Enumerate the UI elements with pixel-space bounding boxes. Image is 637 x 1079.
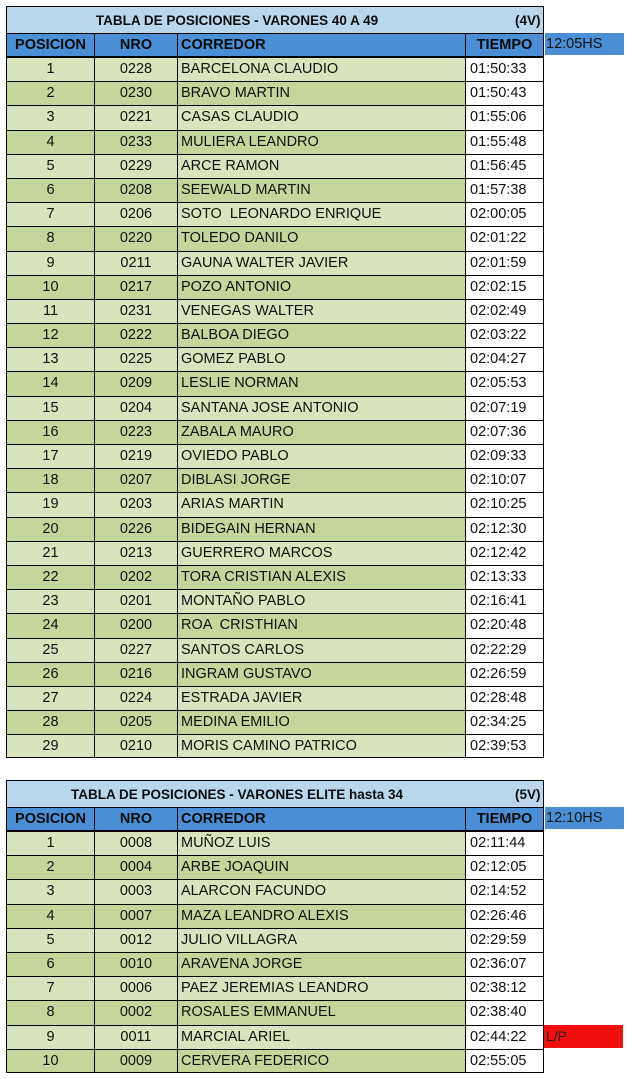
cell-tiempo: 02:38:12 (465, 976, 544, 1000)
table-row (0, 855, 637, 879)
cell-tiempo: 02:12:30 (465, 517, 544, 541)
status-note: L/P (544, 1025, 623, 1048)
cell-nro: 0011 (94, 1025, 177, 1049)
cell-posicion: 16 (6, 420, 94, 444)
table-row (0, 831, 637, 855)
cell-corredor: CASAS CLAUDIO (177, 105, 465, 129)
cell-tiempo: 02:09:33 (465, 444, 544, 468)
table-row (0, 879, 637, 903)
cell-tiempo: 02:01:59 (465, 251, 544, 275)
cell-corredor: MORIS CAMINO PATRICO (177, 734, 465, 758)
table-row (0, 323, 637, 347)
table-row (0, 734, 637, 758)
cell-corredor: CERVERA FEDERICO (177, 1049, 465, 1073)
table-row (0, 904, 637, 928)
cell-nro: 0002 (94, 1000, 177, 1024)
table-title (6, 780, 544, 807)
header-tiempo: TIEMPO (465, 807, 544, 831)
cell-nro: 0213 (94, 541, 177, 565)
cell-nro: 0217 (94, 275, 177, 299)
cell-posicion: 2 (6, 855, 94, 879)
cell-corredor: ARCE RAMON (177, 154, 465, 178)
cell-tiempo: 02:07:36 (465, 420, 544, 444)
cell-nro: 0229 (94, 154, 177, 178)
cell-posicion: 7 (6, 202, 94, 226)
cell-tiempo: 01:57:38 (465, 178, 544, 202)
table-row (0, 226, 637, 250)
cell-nro: 0003 (94, 879, 177, 903)
table-row (0, 1000, 637, 1024)
cell-corredor: ZABALA MAURO (177, 420, 465, 444)
cell-tiempo: 02:16:41 (465, 589, 544, 613)
table-title-row (0, 6, 637, 33)
cell-corredor: MUÑOZ LUIS (177, 831, 465, 855)
cell-posicion: 3 (6, 879, 94, 903)
table-row (0, 952, 637, 976)
cell-tiempo: 02:10:25 (465, 492, 544, 516)
cell-corredor: TORA CRISTIAN ALEXIS (177, 565, 465, 589)
cell-posicion: 20 (6, 517, 94, 541)
table-row (0, 81, 637, 105)
table-row (0, 347, 637, 371)
table-row (0, 928, 637, 952)
cell-posicion: 27 (6, 686, 94, 710)
cell-nro: 0201 (94, 589, 177, 613)
cell-posicion: 9 (6, 251, 94, 275)
cell-nro: 0008 (94, 831, 177, 855)
cell-nro: 0004 (94, 855, 177, 879)
table-title (6, 6, 544, 33)
results-table-40-49 (0, 6, 637, 758)
table-row (0, 541, 637, 565)
cell-nro: 0210 (94, 734, 177, 758)
table-row (0, 105, 637, 129)
cell-corredor: MARCIAL ARIEL (177, 1025, 465, 1049)
cell-posicion: 22 (6, 565, 94, 589)
cell-nro: 0216 (94, 662, 177, 686)
cell-posicion: 10 (6, 1049, 94, 1073)
cell-corredor: MULIERA LEANDRO (177, 130, 465, 154)
cell-corredor: ESTRADA JAVIER (177, 686, 465, 710)
cell-posicion: 6 (6, 952, 94, 976)
cell-nro: 0200 (94, 613, 177, 637)
cell-tiempo: 02:03:22 (465, 323, 544, 347)
cell-nro: 0206 (94, 202, 177, 226)
cell-corredor: PAEZ JEREMIAS LEANDRO (177, 976, 465, 1000)
cell-nro: 0006 (94, 976, 177, 1000)
cell-corredor: SEEWALD MARTIN (177, 178, 465, 202)
cell-nro: 0202 (94, 565, 177, 589)
cell-tiempo: 02:26:59 (465, 662, 544, 686)
cell-corredor: ARIAS MARTIN (177, 492, 465, 516)
cell-posicion: 13 (6, 347, 94, 371)
table-row (0, 589, 637, 613)
cell-tiempo: 02:22:29 (465, 638, 544, 662)
table-row (0, 976, 637, 1000)
cell-nro: 0211 (94, 251, 177, 275)
header-nro: NRO (94, 33, 177, 57)
cell-nro: 0225 (94, 347, 177, 371)
header-row (0, 807, 637, 831)
cell-nro: 0010 (94, 952, 177, 976)
cell-posicion: 9 (6, 1025, 94, 1049)
table-row (0, 251, 637, 275)
cell-corredor: BALBOA DIEGO (177, 323, 465, 347)
category-code: (5V) (515, 787, 541, 802)
table-row (0, 1049, 637, 1073)
cell-nro: 0226 (94, 517, 177, 541)
cell-tiempo: 02:29:59 (465, 928, 544, 952)
table-row (0, 468, 637, 492)
header-tiempo: TIEMPO (465, 33, 544, 57)
cell-tiempo: 02:13:33 (465, 565, 544, 589)
cell-nro: 0204 (94, 396, 177, 420)
cell-corredor: VENEGAS WALTER (177, 299, 465, 323)
cell-tiempo: 02:02:49 (465, 299, 544, 323)
cell-nro: 0219 (94, 444, 177, 468)
cell-nro: 0227 (94, 638, 177, 662)
table-row (0, 565, 637, 589)
header-posicion: POSICION (6, 807, 94, 831)
table-row (0, 492, 637, 516)
cell-posicion: 23 (6, 589, 94, 613)
cell-posicion: 14 (6, 371, 94, 395)
cell-posicion: 5 (6, 154, 94, 178)
table-row (0, 371, 637, 395)
cell-tiempo: 02:00:05 (465, 202, 544, 226)
cell-tiempo: 02:39:53 (465, 734, 544, 758)
cell-corredor: INGRAM GUSTAVO (177, 662, 465, 686)
cell-posicion: 6 (6, 178, 94, 202)
cell-tiempo: 02:44:22 (465, 1025, 544, 1049)
cell-nro: 0223 (94, 420, 177, 444)
cell-tiempo: 02:28:48 (465, 686, 544, 710)
table-title-row (0, 780, 637, 807)
cell-tiempo: 02:11:44 (465, 831, 544, 855)
cell-nro: 0222 (94, 323, 177, 347)
cell-posicion: 7 (6, 976, 94, 1000)
cell-posicion: 12 (6, 323, 94, 347)
cell-posicion: 18 (6, 468, 94, 492)
table-row (0, 517, 637, 541)
cell-corredor: MAZA LEANDRO ALEXIS (177, 904, 465, 928)
cell-nro: 0009 (94, 1049, 177, 1073)
cell-corredor: ARBE JOAQUIN (177, 855, 465, 879)
cell-tiempo: 01:50:33 (465, 57, 544, 81)
cell-tiempo: 01:55:06 (465, 105, 544, 129)
header-corredor: CORREDOR (177, 33, 465, 57)
results-table-elite (0, 780, 637, 1073)
table-row (0, 710, 637, 734)
cell-posicion: 15 (6, 396, 94, 420)
cell-corredor: GOMEZ PABLO (177, 347, 465, 371)
table-row (0, 396, 637, 420)
cell-posicion: 8 (6, 1000, 94, 1024)
cell-posicion: 10 (6, 275, 94, 299)
cell-posicion: 19 (6, 492, 94, 516)
table-row (0, 638, 637, 662)
cell-corredor: ROSALES EMMANUEL (177, 1000, 465, 1024)
start-time-label: 12:10HS (545, 807, 624, 829)
cell-posicion: 4 (6, 130, 94, 154)
cell-posicion: 1 (6, 831, 94, 855)
cell-corredor: LESLIE NORMAN (177, 371, 465, 395)
header-nro: NRO (94, 807, 177, 831)
cell-nro: 0203 (94, 492, 177, 516)
cell-corredor: BARCELONA CLAUDIO (177, 57, 465, 81)
cell-corredor: SOTO LEONARDO ENRIQUE (177, 202, 465, 226)
cell-posicion: 4 (6, 904, 94, 928)
cell-tiempo: 02:20:48 (465, 613, 544, 637)
cell-corredor: ALARCON FACUNDO (177, 879, 465, 903)
cell-nro: 0012 (94, 928, 177, 952)
table-row (0, 662, 637, 686)
cell-nro: 0208 (94, 178, 177, 202)
cell-posicion: 5 (6, 928, 94, 952)
cell-tiempo: 01:50:43 (465, 81, 544, 105)
cell-tiempo: 02:07:19 (465, 396, 544, 420)
cell-posicion: 29 (6, 734, 94, 758)
cell-corredor: MEDINA EMILIO (177, 710, 465, 734)
cell-tiempo: 02:10:07 (465, 468, 544, 492)
cell-corredor: SANTANA JOSE ANTONIO (177, 396, 465, 420)
cell-posicion: 2 (6, 81, 94, 105)
cell-posicion: 25 (6, 638, 94, 662)
cell-tiempo: 02:14:52 (465, 879, 544, 903)
table-row (0, 275, 637, 299)
header-corredor: CORREDOR (177, 807, 465, 831)
table-title-text: TABLA DE POSICIONES - VARONES 40 A 49 (95, 13, 379, 28)
cell-posicion: 28 (6, 710, 94, 734)
cell-tiempo: 01:56:45 (465, 154, 544, 178)
cell-nro: 0220 (94, 226, 177, 250)
cell-corredor: BIDEGAIN HERNAN (177, 517, 465, 541)
cell-nro: 0209 (94, 371, 177, 395)
cell-corredor: GUERRERO MARCOS (177, 541, 465, 565)
header-row (0, 33, 637, 57)
table-row (0, 686, 637, 710)
cell-corredor: ARAVENA JORGE (177, 952, 465, 976)
cell-tiempo: 01:55:48 (465, 130, 544, 154)
table-row (0, 613, 637, 637)
table-row (0, 178, 637, 202)
cell-corredor: ROA CRISTHIAN (177, 613, 465, 637)
category-code: (4V) (515, 13, 541, 28)
table-row (0, 444, 637, 468)
cell-nro: 0228 (94, 57, 177, 81)
cell-corredor: OVIEDO PABLO (177, 444, 465, 468)
cell-posicion: 1 (6, 57, 94, 81)
cell-nro: 0007 (94, 904, 177, 928)
cell-tiempo: 02:34:25 (465, 710, 544, 734)
cell-nro: 0207 (94, 468, 177, 492)
table-row (0, 130, 637, 154)
cell-corredor: POZO ANTONIO (177, 275, 465, 299)
cell-nro: 0205 (94, 710, 177, 734)
cell-posicion: 21 (6, 541, 94, 565)
cell-tiempo: 02:38:40 (465, 1000, 544, 1024)
cell-corredor: GAUNA WALTER JAVIER (177, 251, 465, 275)
cell-posicion: 24 (6, 613, 94, 637)
cell-posicion: 17 (6, 444, 94, 468)
cell-nro: 0224 (94, 686, 177, 710)
cell-nro: 0230 (94, 81, 177, 105)
start-time-label: 12:05HS (545, 33, 624, 55)
cell-corredor: TOLEDO DANILO (177, 226, 465, 250)
table-row (0, 57, 637, 81)
cell-tiempo: 02:26:46 (465, 904, 544, 928)
cell-corredor: BRAVO MARTIN (177, 81, 465, 105)
table-row (0, 299, 637, 323)
cell-nro: 0231 (94, 299, 177, 323)
cell-tiempo: 02:55:05 (465, 1049, 544, 1073)
cell-corredor: DIBLASI JORGE (177, 468, 465, 492)
table-row (0, 154, 637, 178)
cell-tiempo: 02:02:15 (465, 275, 544, 299)
cell-nro: 0233 (94, 130, 177, 154)
cell-tiempo: 02:12:42 (465, 541, 544, 565)
cell-posicion: 11 (6, 299, 94, 323)
table-row (0, 1025, 637, 1049)
cell-tiempo: 02:04:27 (465, 347, 544, 371)
cell-tiempo: 02:36:07 (465, 952, 544, 976)
cell-corredor: SANTOS CARLOS (177, 638, 465, 662)
header-posicion: POSICION (6, 33, 94, 57)
cell-posicion: 26 (6, 662, 94, 686)
cell-tiempo: 02:01:22 (465, 226, 544, 250)
cell-nro: 0221 (94, 105, 177, 129)
cell-posicion: 8 (6, 226, 94, 250)
cell-corredor: MONTAÑO PABLO (177, 589, 465, 613)
cell-posicion: 3 (6, 105, 94, 129)
cell-tiempo: 02:05:53 (465, 371, 544, 395)
table-row (0, 420, 637, 444)
table-title-text: TABLA DE POSICIONES - VARONES ELITE hasta 34 (70, 787, 404, 802)
cell-tiempo: 02:12:05 (465, 855, 544, 879)
cell-corredor: JULIO VILLAGRA (177, 928, 465, 952)
table-row (0, 202, 637, 226)
